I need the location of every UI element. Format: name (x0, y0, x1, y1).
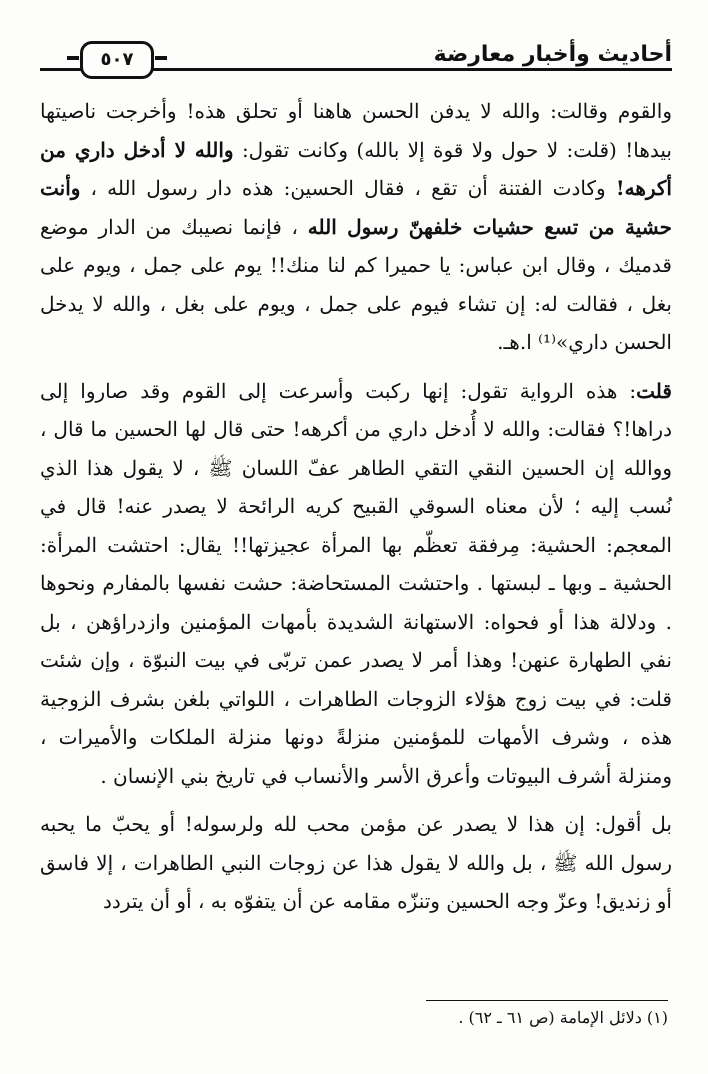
text-span: بل أقول: إن هذا لا يصدر عن مؤمن محب لله ولرسوله! أو يحبّ ما يحبه رسول الله ﷺ ، بل والله لا يقول هذا عن زوجات النبي الطاهرات ، إلا فاسق أو زنديق! وعزّ وجه الحسين وتنزّه مقامه عن أن يتفوّه به ، أو أن يتردد (40, 812, 672, 913)
paragraph (40, 805, 672, 921)
running-title: أحاديث وأخبار معارضة (433, 42, 672, 67)
text-span: ، فإنما نصيبك من الدار موضع قدميك ، وقال ابن عباس: يا حميرا كم لنا منك!! يوم على جمل ، ويوم على بغل ، فقالت له: إن تشاء فيوم على جمل ، ويوم على بغل ، والله لا يدخل الحسن داري»⁽¹⁾ ا.هـ. (40, 214, 672, 354)
paragraph (40, 372, 672, 796)
text-span: وكادت الفتنة أن تقع ، فقال الحسين: هذه دار رسول الله ، (80, 176, 616, 200)
text-span: : هذه الرواية تقول: إنها ركبت وأسرعت إلى القوم وقد صاروا إلى دراها!؟ فقالت: والله لا أُدخل داري من أكرهه! حتى قال لها الحسين ما قال ، ووالله إن الحسين النقي التقي الطاهر عفّ اللسان ﷺ ، لا يقول هذا الذي نُسب إليه ؛ لأن معناه السوقي القبيح كريه الرائحة لا يصدر عنه! قال في المعجم: الحشية: مِرفقة تعظّم بها المرأة عجيزتها!! يقال: احتشت المرأة: الحشية ـ وبها ـ لبستها . واحتشت المستحاضة: حشت نفسها بالمفارم ونحوها . ودلالة هذا أو فحواه: الاستهانة الشديدة بأمهات المؤمنين وازدراؤهن ، بل نفي الطهارة عنهن! وهذا أمر لا يصدر عمن تربّى في بيت النبوّة ، وإن شئت قلت: في بيت زوج هؤلاء الزوجات الطاهرات ، اللواتي بلغن بشرف الزوجية هذه ، وشرف الأمهات للمؤمنين منزلةً دونها منزلة الملكات والأميرات ، ومنزلة أشرف البيوتات وأعرق الأسر والأنساب في تاريخ بني الإنسان . (40, 378, 672, 788)
running-header (40, 38, 672, 84)
text-span: والقوم وقالت: والله لا يدفن الحسن هاهنا أو تحلق هذه! وأخرجت ناصيتها بيدها! (قلت: لا حول ولا قوة إلا بالله) وكانت تقول: (40, 99, 672, 162)
bold-span: وأنت حشية من تسع حشيات خلفهنّ رسول الله (40, 176, 672, 239)
page-number: ٥٠٧ (80, 41, 154, 79)
bold-span: قلت (636, 378, 672, 403)
bold-span: والله لا أدخل داري من أكرهه! (40, 137, 672, 200)
footnote-rule (426, 1000, 668, 1001)
body-text (40, 92, 672, 921)
footnote: (١) دلائل الإمامة (ص ٦١ ـ ٦٢) . (458, 1008, 668, 1027)
paragraph (40, 92, 672, 362)
